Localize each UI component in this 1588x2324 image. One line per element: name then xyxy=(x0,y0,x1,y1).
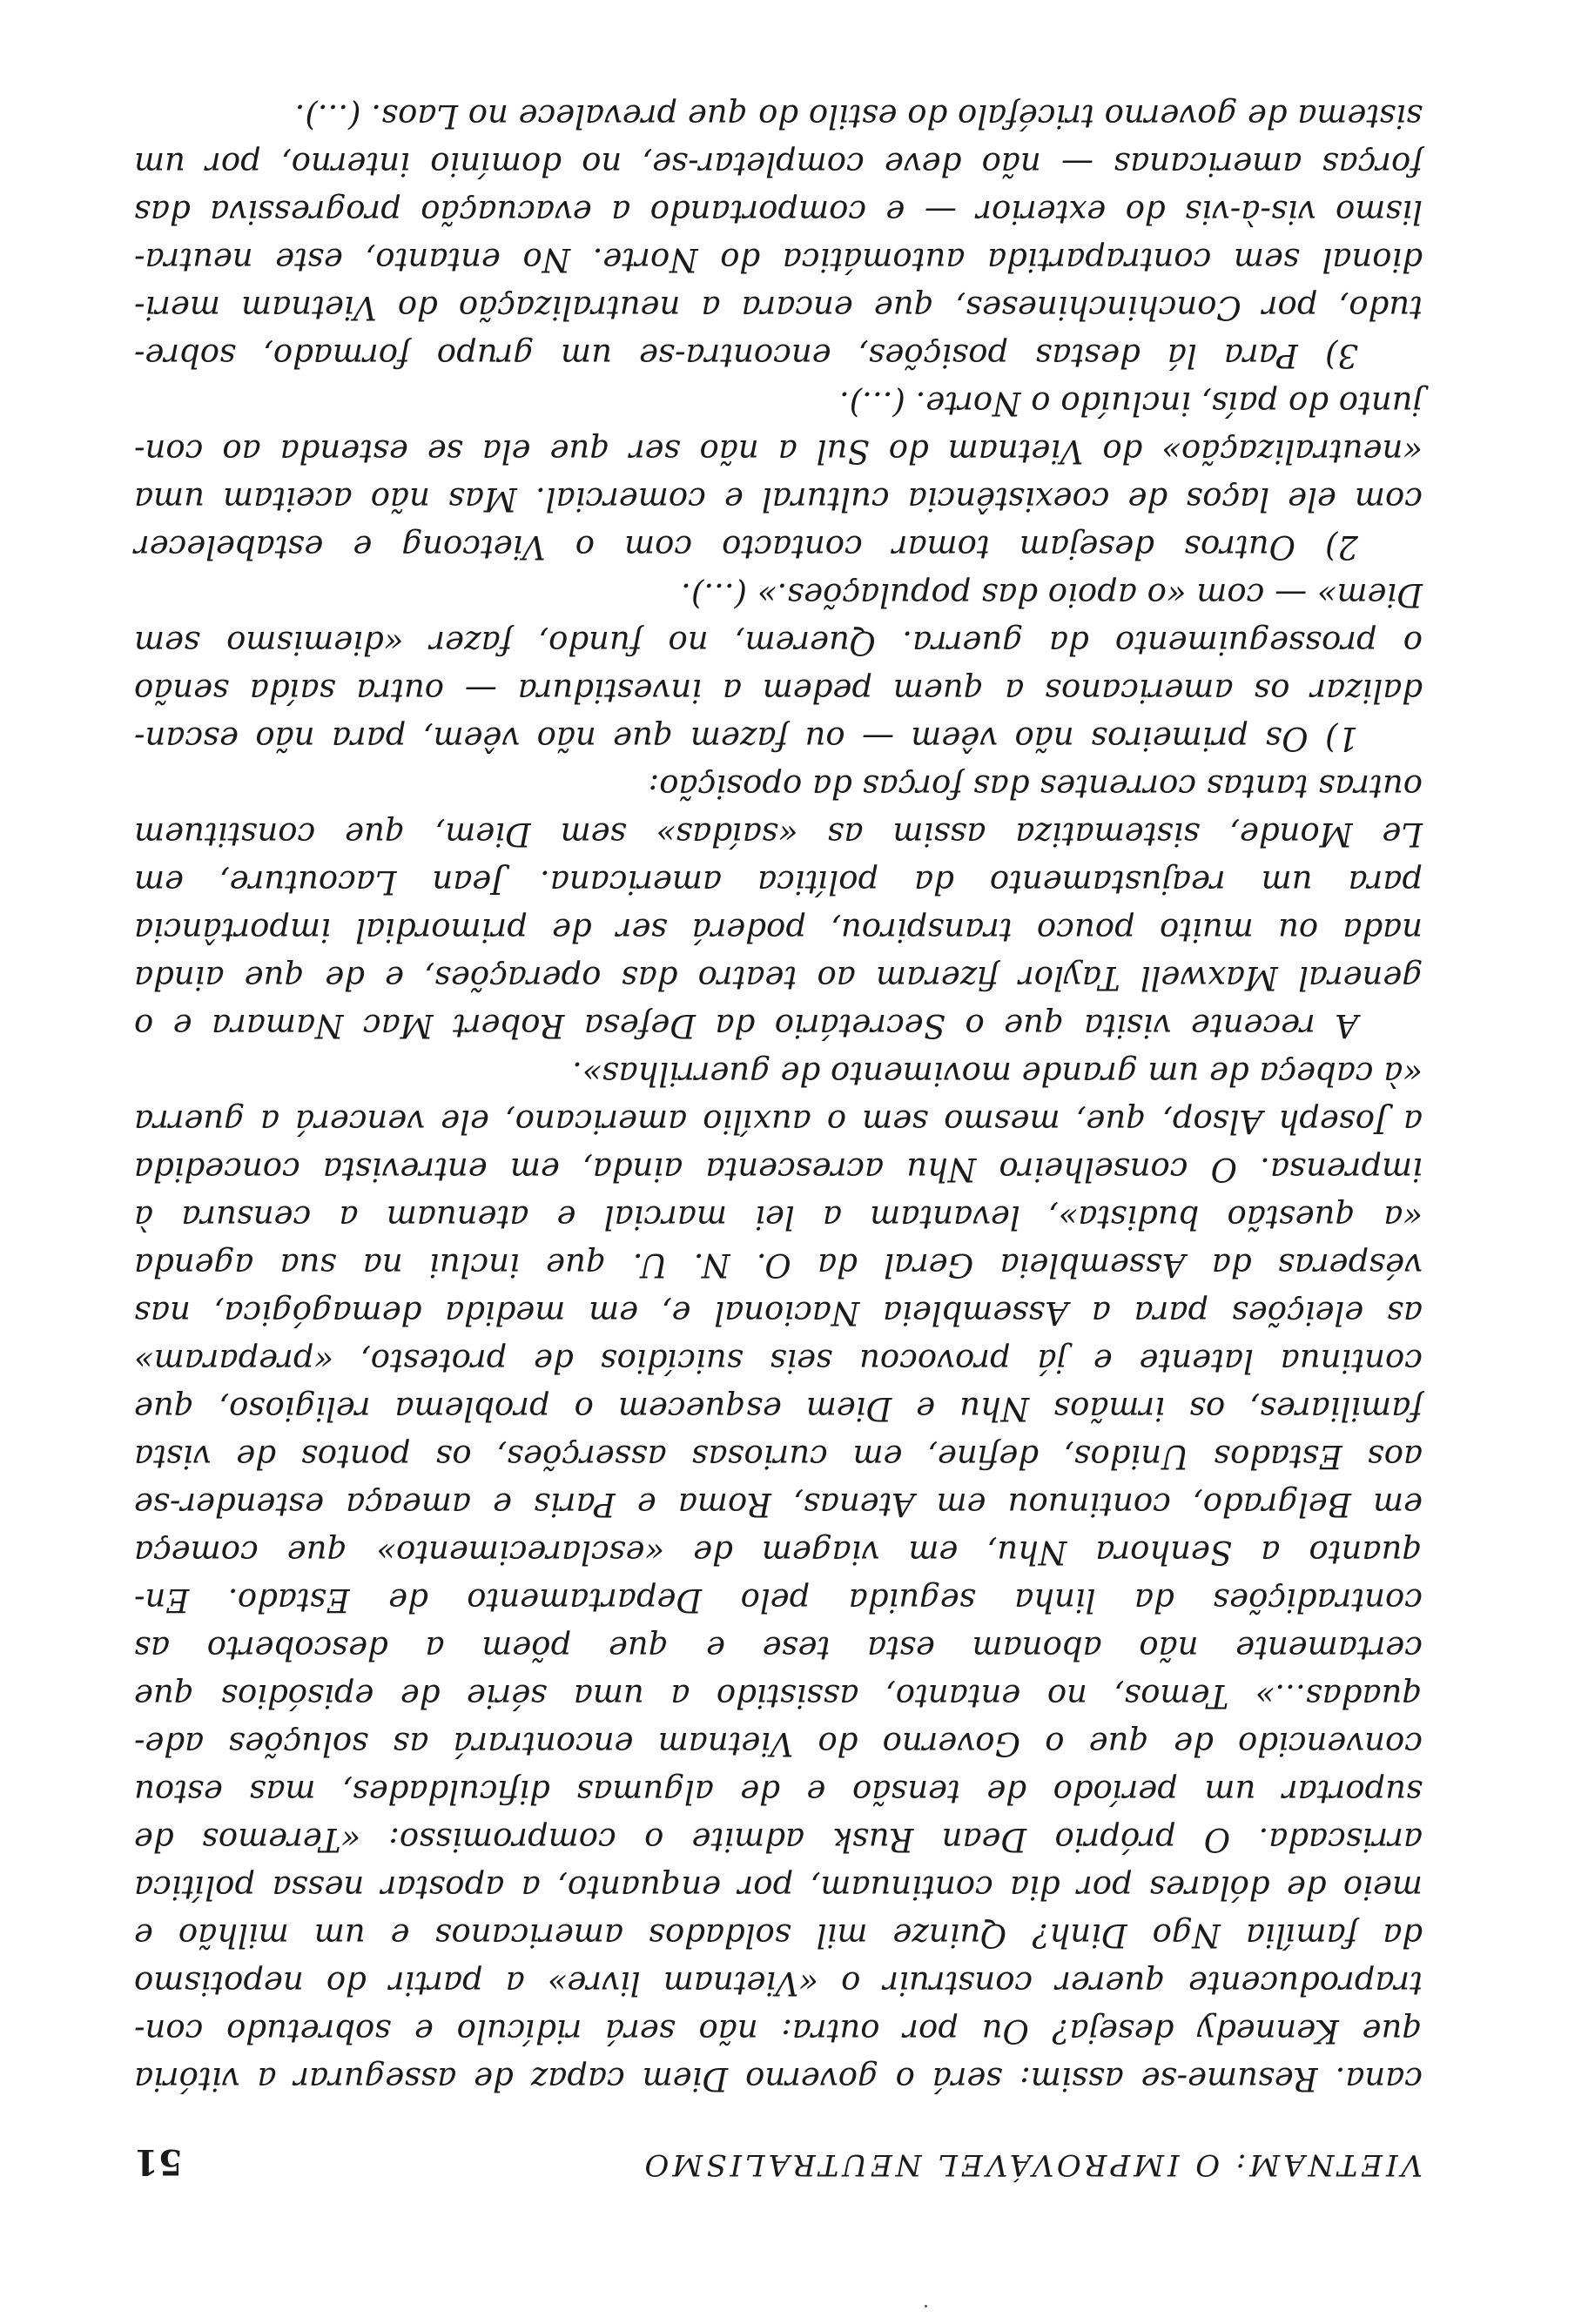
text-line: vésperas da Assembleia Geral da O. N. U. que inclui na sua agenda xyxy=(134,1246,1423,1284)
text-line: forças americanas — não deve completar-se, no domínio interno, por um xyxy=(134,145,1423,183)
text-line: traproducente querer construir o «Vietnam livre» a partir do nepotismo xyxy=(134,1965,1423,2002)
text-line: arriscada. O próprio Dean Rusk admite o compromisso: «Teremos de xyxy=(134,1821,1423,1858)
page-number: 51 xyxy=(134,2141,183,2182)
text-line: dional sem contrapartida automática do Norte. No entanto, este neutra- xyxy=(134,241,1423,279)
text-line: 3) Para lá destas posições, encontra-se um grupo formado, sobre- xyxy=(134,337,1358,374)
page-header xyxy=(134,2130,1423,2182)
text-line: 1) Os primeiros não vêem — ou fazem que não vêem, para não escan- xyxy=(134,720,1358,757)
text-line: aos Estados Unidos, define, em curiosas asserções, os pontos de vista xyxy=(134,1438,1423,1475)
text-line: que Kennedy deseja? Ou por outra: não será ridículo e sobretudo con- xyxy=(134,2012,1423,2050)
text-line: contradições da linha seguida pelo Departamento de Estado. En- xyxy=(134,1582,1423,1619)
text-line: junto do país, incluído o Norte. (...). xyxy=(838,385,1423,422)
text-line: 2) Outros desejam tomar contacto com o Vietcong e estabelecer xyxy=(134,528,1358,566)
text-line: certamente não abonam esta tese e que põem a descoberto as xyxy=(134,1629,1423,1667)
text-line: familiares, os irmãos Nhu e Diem esquecem o problema religioso, que xyxy=(134,1390,1423,1427)
text-line: tudo, por Conchinchineses, que encara a neutralização do Vietnam meri- xyxy=(134,289,1423,326)
text-line: suportar um período de tensão e de algumas dificuldades, mas estou xyxy=(134,1773,1423,1810)
text-line: lismo vis-à-vis do exterior — e comportando a evacuação progressiva das xyxy=(134,193,1423,231)
text-line: a Joseph Alsop, que, mesmo sem o auxílio americano, ele vencerá a guerra xyxy=(134,1103,1423,1140)
text-line: da família Ngo Dinh? Quinze mil soldados americanos e um milhão e xyxy=(134,1917,1423,1954)
text-line: as eleições para a Assembleia Nacional e, em medida demagógica, nas xyxy=(134,1294,1423,1332)
text-line: continua latente e já provocou seis suicídios de protesto, «preparam» xyxy=(134,1342,1423,1380)
text-line: sistema de governo tricéfalo do estilo do que prevalece no Laos. (...). xyxy=(294,97,1423,135)
text-line: nada ou muito pouco transpirou, poderá ser de primordial importância xyxy=(134,911,1423,949)
text-line: dalizar os americanos a quem pedem a investidura — outra saída senão xyxy=(134,672,1423,709)
text-line: Le Monde, sistematiza assim as «saídas» sem Diem, que constituem xyxy=(134,816,1423,853)
text-line: o prosseguimento da guerra. Querem, no fundo, fazer «diemismo sem xyxy=(134,624,1423,662)
text-line: meio de dólares por dia continuam, por enquanto, a apostar nessa política xyxy=(134,1869,1423,1906)
text-line: general Maxwell Taylor fizeram ao teatro das operações, e de que ainda xyxy=(134,959,1423,997)
body-text xyxy=(134,92,1423,2103)
text-line: cana. Resume-se assim: será o governo Diem capaz de assegurar a vitória xyxy=(134,2060,1423,2098)
text-line: «neutralização» do Vietnam do Sul a não ser que ela se estenda ao con- xyxy=(134,433,1423,470)
text-line: «à cabeça de um grande movimento de guerrilhas». xyxy=(572,1055,1423,1092)
running-head: VIETNAM: O IMPROVÁVEL NEUTRALISMO xyxy=(641,2147,1423,2182)
text-line: em Belgrado, continuou em Atenas, Roma e Paris e ameaça estender-se xyxy=(134,1486,1423,1523)
text-line: quadas...» Temos, no entanto, assistido a uma série de episódios que xyxy=(134,1677,1423,1715)
speck-mark xyxy=(925,2305,927,2307)
text-line: para um reajustamento da política americana. Jean Lacouture, em xyxy=(134,863,1423,901)
text-line: «a questão budista», levantam a lei marcial e atenuam a censura à xyxy=(134,1199,1423,1236)
text-line: com ele laços de coexistência cultural e comercial. Mas não aceitam uma xyxy=(134,480,1423,518)
text-line: imprensa. O conselheiro Nhu acrescenta ainda, em entrevista concedida xyxy=(134,1151,1423,1188)
text-line: A recente visita que o Secretário da Defesa Robert Mac Namara e o xyxy=(134,1007,1358,1044)
text-line: quanto a Senhora Nhu, em viagem de «esclarecimento» que começa xyxy=(134,1534,1423,1571)
text-line: convencido de que o Governo do Vietnam encontrará as soluções ade- xyxy=(134,1725,1423,1763)
text-line: Diem» — com «o apoio das populações.» (...). xyxy=(681,576,1423,614)
text-line: outras tantas correntes das forças da oposição: xyxy=(648,768,1423,805)
